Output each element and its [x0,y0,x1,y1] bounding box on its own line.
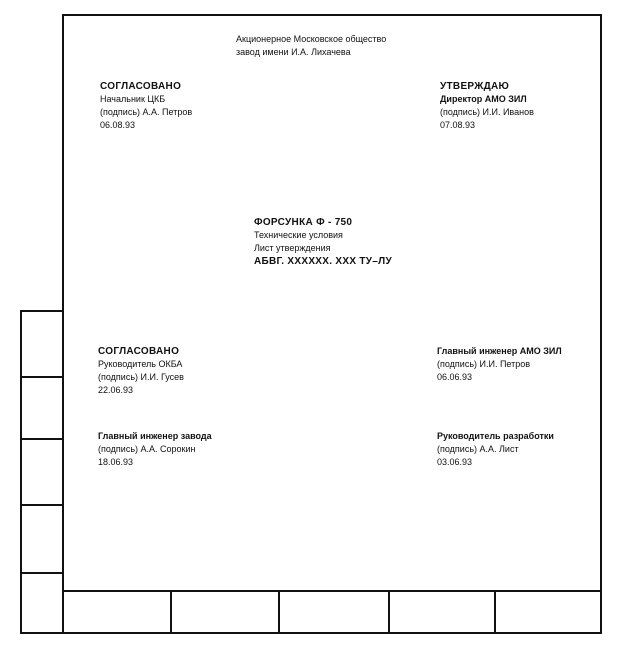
approval-signature: (подпись) А.А. Петров [100,107,193,117]
approval-position: Главный инженер завода [98,431,212,441]
left-stamp-divider [22,572,63,574]
approval-position: Главный инженер АМО ЗИЛ [437,346,562,356]
approval-date: 06.06.93 [437,372,473,382]
org-name-line: Акционерное Московское общество [236,34,387,44]
approval-position: Руководитель ОКБА [98,359,183,369]
approval-title: УТВЕРЖДАЮ [440,81,510,92]
approval-block-bottom-left [98,430,212,469]
bottom-stamp-divider [494,592,496,634]
approval-date: 22.06.93 [98,385,134,395]
approval-position: Директор АМО ЗИЛ [440,94,527,104]
left-stamp-divider [22,438,63,440]
bottom-stamp-divider [170,592,172,634]
bottom-stamp-divider [278,592,280,634]
org-name-line: завод имени И.А. Лихачева [236,47,351,57]
left-stamp-divider [22,504,63,506]
approval-date: 07.08.93 [440,120,476,130]
approval-signature: (подпись) И.И. Гусев [98,372,184,382]
approval-block-top-right [440,80,534,132]
approval-block-bottom-right [437,430,554,469]
document-title-block [254,216,392,268]
bottom-stamp-row [62,590,602,634]
approval-title: СОГЛАСОВАНО [98,346,180,357]
approval-date: 06.08.93 [100,120,136,130]
approval-title: СОГЛАСОВАНО [100,81,182,92]
org-header [236,33,386,59]
approval-date: 18.06.93 [98,457,134,467]
document-code: АБВГ. XXXXXX. XXX ТУ–ЛУ [254,256,392,267]
approval-signature: (подпись) И.И. Петров [437,359,531,369]
sheet-type: Лист утверждения [254,243,331,253]
left-stamp-column [20,310,63,634]
approval-position: Руководитель разработки [437,431,554,441]
approval-block-mid-right [437,345,562,384]
left-stamp-divider [22,376,63,378]
approval-block-top-left [100,80,192,132]
approval-signature: (подпись) И.И. Иванов [440,107,534,117]
document-type: Технические условия [254,230,343,240]
product-name: ФОРСУНКА Ф - 750 [254,217,353,228]
approval-signature: (подпись) А.А. Сорокин [98,444,196,454]
approval-position: Начальник ЦКБ [100,94,166,104]
approval-signature: (подпись) А.А. Лист [437,444,519,454]
approval-block-mid-left [98,345,184,397]
bottom-stamp-divider [388,592,390,634]
approval-date: 03.06.93 [437,457,473,467]
